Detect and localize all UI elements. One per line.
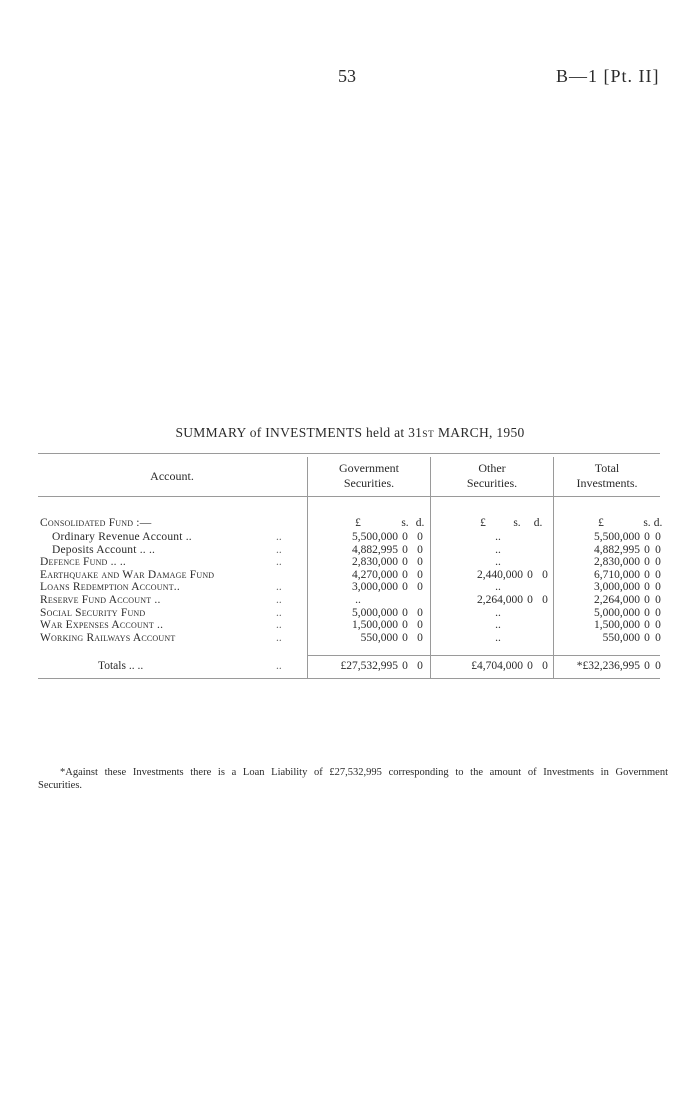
total-shillings: 0 [644,543,650,556]
other-amount: 2,264,000 [477,594,523,606]
total-pence: 0 [655,631,661,644]
government-pence: 0 [417,606,423,619]
leader-dots: .. [276,631,282,644]
total-shillings: 0 [644,568,650,581]
gov-unit-shilling: s. [401,517,409,529]
total-pence: 0 [655,531,661,543]
footnote-text: *Against these Investments there is a Loan Liability of £27,532,995 corresponding to the amount of Investments in Government Securities. [38,767,668,791]
total-shillings: 0 [644,619,650,632]
header-other-line-2: Securities. [466,476,518,490]
gov-unit-pence: d. [415,517,425,529]
totals-top-rule [308,655,660,656]
total-amount: 5,000,000 [594,606,640,619]
other-amount: .. [495,631,501,644]
government-amount: .. [355,594,361,606]
account-name: Earthquake and War Damage Fund [40,568,215,581]
other-amount: .. [495,556,501,569]
government-pence: 0 [417,619,423,632]
government-amount: 1,500,000 [352,619,398,632]
header-government-line-2: Securities. [343,476,395,490]
other-amount: .. [495,606,501,619]
government-pence: 0 [417,631,423,644]
government-shillings: 0 [402,631,408,644]
table-title [0,425,700,441]
government-amount: 5,000,000 [352,606,398,619]
account-name: Deposits Account .. .. [52,543,156,556]
leader-dots: .. [276,531,282,543]
government-pence: 0 [417,556,423,569]
government-shillings: 0 [402,568,408,581]
total-pence: 0 [655,594,661,606]
other-amount: .. [495,543,501,556]
leader-dots: .. [276,606,282,619]
header-rule [38,496,660,497]
totals-leader: .. [276,660,282,672]
other-pence [540,631,550,645]
total-amount: 1,500,000 [594,619,640,632]
gov-unit-pound: £ [355,517,361,529]
total-shillings: 0 [644,581,650,594]
other-amount: .. [495,581,501,594]
government-amount: 2,830,000 [352,556,398,569]
totals-government: £27,532,995 [340,660,398,672]
total-amount: 6,710,000 [594,568,640,581]
other-shillings: 0 [527,594,533,606]
other-unit-pence: d. [533,517,543,529]
totals-total: *£32,236,995 [576,660,640,672]
header-government [308,461,430,491]
title-part-1: SUMMARY of INVESTMENTS held at 31 [175,425,423,440]
total-amount: 2,830,000 [594,556,640,569]
header-government-line-1: Government [339,461,399,475]
government-amount: 5,500,000 [352,531,398,543]
header-account: Account. [150,469,194,483]
header-total-line-1: Total [594,461,620,475]
government-shillings: 0 [402,543,408,556]
total-amount: 550,000 [602,631,640,644]
header-other-line-1: Other [478,461,506,475]
leader-dots: .. [276,543,282,556]
header-other [431,461,553,491]
totals-total-shillings: 0 [644,660,650,672]
total-shillings: 0 [644,631,650,644]
leader-dots: .. [276,581,282,594]
totals-other-pence: 0 [542,660,548,672]
leader-dots: .. [276,556,282,569]
totals-other: £4,704,000 [471,660,523,672]
government-amount: 4,882,995 [352,543,398,556]
page-number: 53 [338,66,356,86]
title-part-2: MARCH, 1950 [434,425,525,440]
total-unit-shilling: s. [643,517,651,529]
government-pence: 0 [417,581,423,594]
government-amount: 4,270,000 [352,568,398,581]
total-shillings: 0 [644,556,650,569]
total-unit-pence: d. [653,517,663,529]
government-pence: 0 [417,543,423,556]
account-name: Loans Redemption Account.. [40,581,180,594]
government-shillings: 0 [402,619,408,632]
totals-bottom-rule [38,678,660,679]
other-pence: 0 [542,594,548,606]
totals-government-pence: 0 [417,660,423,672]
total-pence: 0 [655,543,661,556]
account-name: War Expenses Account .. [40,619,164,632]
account-name: Working Railways Account [40,631,176,644]
other-unit-pound: £ [480,517,486,529]
total-shillings: 0 [644,594,650,606]
total-pence: 0 [655,581,661,594]
government-pence: 0 [417,531,423,543]
total-pence: 0 [655,568,661,581]
totals-label: Totals .. .. [98,660,144,672]
account-name: Reserve Fund Account .. [40,594,161,606]
title-ordinal-suffix: ST [422,430,435,440]
page-reference: B—1 [Pt. II] [556,66,660,86]
government-shillings: 0 [402,531,408,543]
government-shillings: 0 [402,581,408,594]
total-unit-pound: £ [598,517,604,529]
total-pence: 0 [655,606,661,619]
total-amount: 4,882,995 [594,543,640,556]
other-unit-shilling: s. [513,517,521,529]
other-amount: 2,440,000 [477,568,523,581]
total-pence: 0 [655,619,661,632]
top-rule [38,453,660,454]
other-shillings: 0 [527,568,533,581]
totals-total-pence: 0 [655,660,661,672]
total-shillings: 0 [644,531,650,543]
total-amount: 3,000,000 [594,581,640,594]
total-amount: 5,500,000 [594,531,640,543]
total-amount: 2,264,000 [594,594,640,606]
header-total [554,461,660,491]
government-pence: 0 [417,568,423,581]
other-shillings [525,631,535,645]
total-pence: 0 [655,556,661,569]
footnote [38,766,668,792]
other-amount: .. [495,531,501,543]
government-shillings: 0 [402,606,408,619]
other-amount: .. [495,619,501,632]
totals-other-shillings: 0 [527,660,533,672]
account-name: Ordinary Revenue Account .. [52,531,192,543]
leader-dots: .. [276,619,282,632]
leader-dots: .. [276,594,282,606]
header-total-line-2: Investments. [576,476,638,490]
totals-government-shillings: 0 [402,660,408,672]
government-amount: 550,000 [360,631,398,644]
government-shillings: 0 [402,556,408,569]
total-shillings: 0 [644,606,650,619]
other-pence: 0 [542,568,548,581]
account-name: Defence Fund .. .. [40,556,126,569]
group-label: Consolidated Fund :— [40,517,152,529]
government-amount: 3,000,000 [352,581,398,594]
account-name: Social Security Fund [40,606,146,619]
